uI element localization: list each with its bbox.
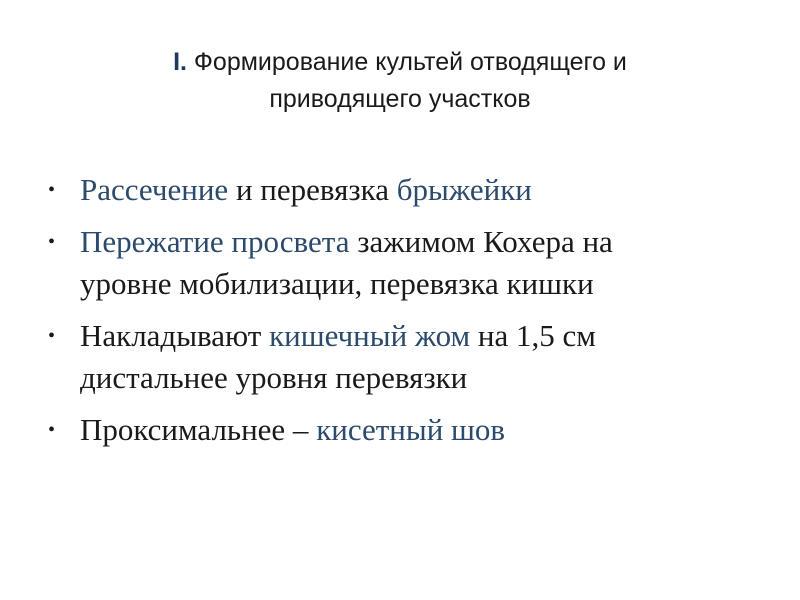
accent-text: кисетный шов (316, 412, 506, 447)
plain-text: и перевязка (228, 172, 397, 207)
bullet-3-line-1 (80, 315, 700, 357)
bullet-2-line-1 (80, 221, 700, 263)
bullet-list (0, 169, 800, 461)
bullet-2-line-2: уровне мобилизации, перевязка кишки (80, 266, 594, 301)
bullet-3-line-2: дистальнее уровня перевязки (80, 360, 468, 395)
accent-text: Рассечение (80, 172, 229, 207)
bullet-marker: • (48, 179, 56, 201)
title-line-1 (100, 44, 700, 81)
plain-text: Накладывают (80, 318, 270, 353)
bullet-item-2 (0, 221, 700, 305)
bullet-marker: • (48, 231, 56, 253)
slide-title (100, 44, 700, 118)
title-numeral: I. (173, 48, 187, 76)
title-line-1-text: Формирование культей отводящего и (186, 48, 627, 76)
plain-text: Проксимальнее – (80, 412, 317, 447)
bullet-marker: • (48, 419, 56, 441)
plain-text: зажимом Кохера на (349, 224, 613, 259)
bullet-item-4 (0, 409, 700, 451)
bullet-marker: • (48, 325, 56, 347)
accent-text: Пережатие просвета (80, 224, 350, 259)
bullet-1-line-1 (80, 169, 700, 211)
bullet-item-1 (0, 169, 700, 211)
title-line-2: приводящего участков (269, 85, 531, 113)
accent-text: брыжейки (396, 172, 532, 207)
bullet-4-line-1 (80, 409, 700, 451)
bullet-item-3 (0, 315, 700, 399)
plain-text: на 1,5 см (470, 318, 596, 353)
accent-text: кишечный жом (269, 318, 471, 353)
